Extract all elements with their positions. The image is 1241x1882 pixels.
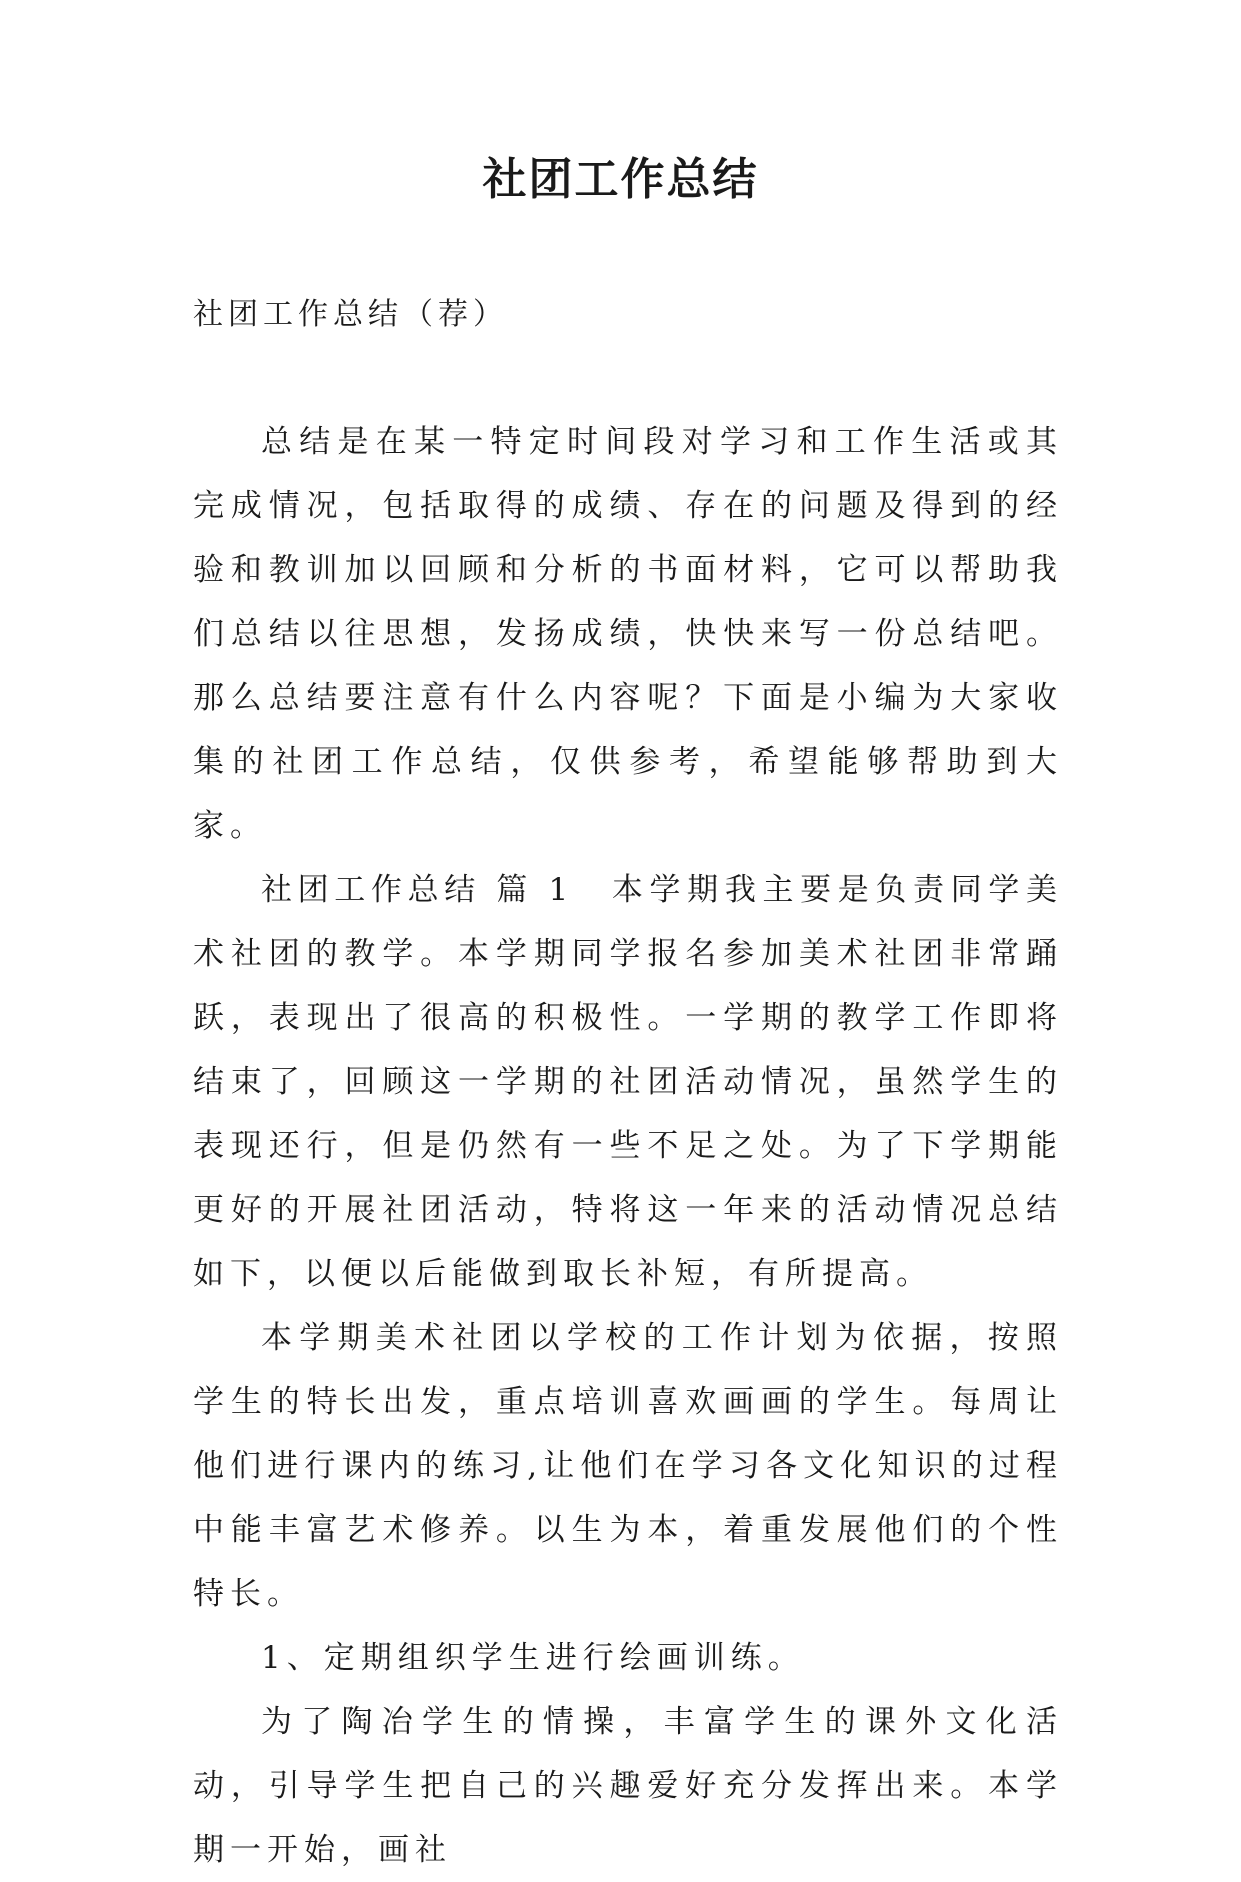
numbered-item-heading: 1、定期组织学生进行绘画训练。 [261,1640,805,1676]
document-title: 社团工作总结 [482,154,759,205]
body-paragraph: 为了陶冶学生的情操，丰富学生的课外文化活动，引导学生把自己的兴趣爱好充分发挥出来。本学期一开始，画社 [193,1704,1063,1868]
intro-paragraph: 总结是在某一特定时间段对学习和工作生活或其完成情况，包括取得的成绩、存在的问题及得到的经验和教训加以回顾和分析的书面材料，它可以帮助我们总结以往思想，发扬成绩，快快来写一份总结吧。那么总结要注意有什么内容呢？下面是小编为大家收集的社团工作总结，仅供参考，希望能够帮助到大家。 [193,424,1063,844]
section-1-paragraph [193,858,1063,1306]
body-paragraph: 本学期美术社团以学校的工作计划为依据，按照学生的特长出发，重点培训喜欢画画的学生。每周让他们进行课内的练习,让他们在学习各文化知识的过程中能丰富艺术修养。以生为本，着重发展他们的个性特长。 [193,1320,1063,1612]
section-1-text: 本学期我主要是负责同学美术社团的教学。本学期同学报名参加美术社团非常踊跃，表现出了很高的积极性。一学期的教学工作即将结束了，回顾这一学期的社团活动情况，虽然学生的表现还行，但是仍然有一些不足之处。为了下学期能更好的开展社团活动，特将这一年来的活动情况总结如下，以便以后能做到取长补短，有所提高。 [193,872,1063,1292]
document-body [193,410,1063,1882]
document-subtitle: 社团工作总结（荐） [193,297,508,332]
section-1-heading: 社团工作总结 篇 1 [261,872,574,908]
